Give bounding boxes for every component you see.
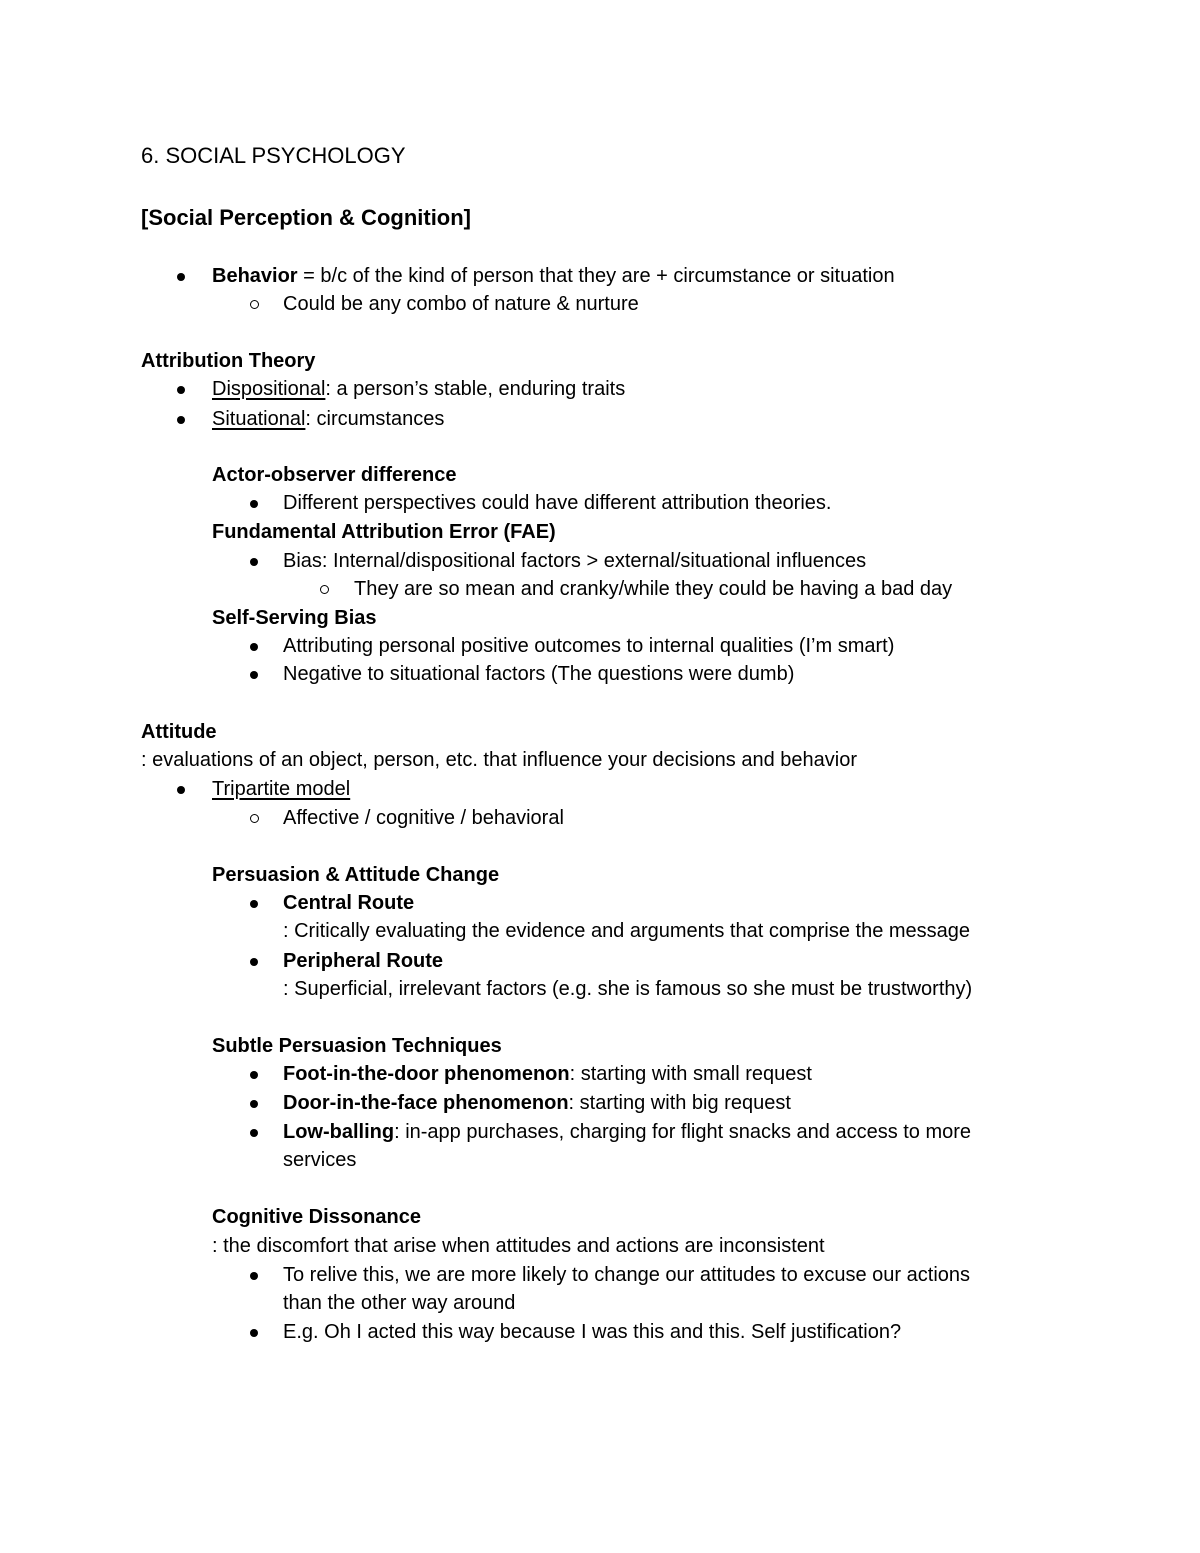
list-item-behavior-sub: Could be any combo of nature & nurture: [283, 293, 639, 315]
list-item-low-balling: [283, 1120, 971, 1144]
bullet-icon: [250, 1071, 258, 1079]
low-balling-definition: : in-app purchases, charging for flight snacks and access to more: [394, 1121, 972, 1143]
door-in-face-definition: : starting with big request: [568, 1092, 791, 1114]
bullet-icon: [250, 1100, 258, 1108]
low-balling-definition-cont: services: [283, 1149, 357, 1171]
term-central-route: Central Route: [283, 892, 415, 914]
situational-definition: : circumstances: [305, 408, 445, 430]
heading-cognitive-dissonance: Cognitive Dissonance: [212, 1206, 421, 1228]
heading-fae: Fundamental Attribution Error (FAE): [212, 521, 556, 543]
list-item-tripartite-sub: Affective / cognitive / behavioral: [283, 807, 564, 829]
term-door-in-face: Door-in-the-face phenomenon: [283, 1092, 569, 1114]
term-dispositional: Dispositional: [212, 378, 326, 400]
bullet-icon: [250, 1329, 258, 1337]
term-situational: Situational: [212, 408, 306, 430]
foot-in-door-definition: : starting with small request: [569, 1063, 812, 1085]
bullet-icon: [177, 786, 185, 794]
section-heading: [Social Perception & Cognition]: [141, 205, 472, 230]
heading-attitude: Attitude: [141, 721, 217, 743]
page-title: 6. SOCIAL PSYCHOLOGY: [141, 143, 406, 168]
bullet-icon: [250, 1129, 258, 1137]
hollow-bullet-icon: [250, 814, 259, 823]
bullet-icon: [177, 273, 185, 281]
heading-persuasion: Persuasion & Attitude Change: [212, 864, 500, 886]
list-item-situational: [212, 407, 444, 431]
peripheral-route-definition: : Superficial, irrelevant factors (e.g. she is famous so she must be trustworthy): [283, 978, 973, 1000]
bullet-icon: [250, 958, 258, 966]
list-item-actor: Different perspectives could have different attribution theories.: [283, 492, 832, 514]
list-item-dissonance-2: E.g. Oh I acted this way because I was this and this. Self justification?: [283, 1321, 902, 1343]
behavior-definition: = b/c of the kind of person that they are + circumstance or situation: [297, 265, 895, 287]
hollow-bullet-icon: [320, 585, 329, 594]
bullet-icon: [250, 558, 258, 566]
list-item-dissonance-1-cont: than the other way around: [283, 1292, 516, 1314]
list-item-foot-in-door: [283, 1062, 812, 1086]
list-item-dispositional: [212, 377, 625, 401]
heading-self-serving-bias: Self-Serving Bias: [212, 607, 377, 629]
term-peripheral-route: Peripheral Route: [283, 950, 444, 972]
list-item-fae-sub: They are so mean and cranky/while they could be having a bad day: [354, 578, 953, 600]
term-behavior: Behavior: [212, 265, 298, 287]
list-item-dissonance-1: To relive this, we are more likely to change our attitudes to excuse our actions: [283, 1264, 971, 1286]
bullet-icon: [250, 1272, 258, 1280]
heading-attribution-theory: Attribution Theory: [141, 350, 316, 372]
heading-actor-observer: Actor-observer difference: [212, 464, 457, 486]
bullet-icon: [250, 671, 258, 679]
central-route-definition: : Critically evaluating the evidence and arguments that comprise the message: [283, 920, 971, 942]
list-item-behavior: [212, 264, 895, 288]
bullet-icon: [177, 416, 185, 424]
bullet-icon: [177, 386, 185, 394]
bullet-icon: [250, 500, 258, 508]
dissonance-definition: : the discomfort that arise when attitudes and actions are inconsistent: [212, 1235, 825, 1257]
list-item-ssb-2: Negative to situational factors (The questions were dumb): [283, 663, 795, 685]
list-item-ssb-1: Attributing personal positive outcomes to internal qualities (I’m smart): [283, 635, 895, 657]
hollow-bullet-icon: [250, 300, 259, 309]
term-foot-in-door: Foot-in-the-door phenomenon: [283, 1063, 570, 1085]
bullet-icon: [250, 643, 258, 651]
heading-subtle-persuasion: Subtle Persuasion Techniques: [212, 1035, 502, 1057]
attitude-definition: : evaluations of an object, person, etc. that influence your decisions and behavior: [141, 749, 858, 771]
list-item-door-in-face: [283, 1091, 791, 1115]
list-item-tripartite: Tripartite model: [212, 778, 351, 800]
term-low-balling: Low-balling: [283, 1121, 395, 1143]
bullet-icon: [250, 900, 258, 908]
list-item-fae: Bias: Internal/dispositional factors > external/situational influences: [283, 550, 867, 572]
dispositional-definition: : a person’s stable, enduring traits: [325, 378, 626, 400]
